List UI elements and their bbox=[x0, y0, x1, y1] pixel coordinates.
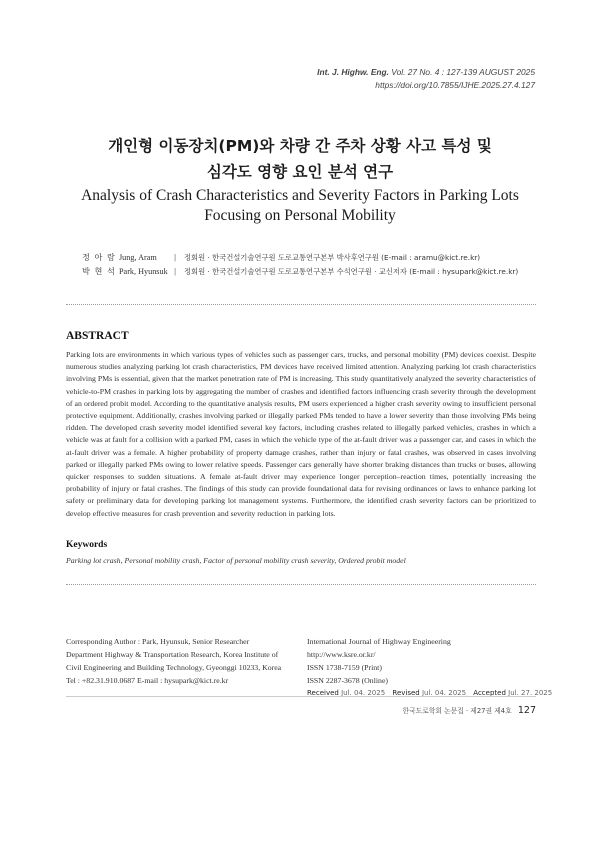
revised-date: Jul. 04. 2025 bbox=[421, 689, 467, 697]
dates-row bbox=[307, 687, 557, 700]
title-korean-line-2: 심각도 영향 요인 분석 연구 bbox=[206, 163, 394, 181]
divider-bottom bbox=[66, 584, 536, 585]
journal-doi[interactable]: https://doi.org/10.7855/IJHE.2025.27.4.127 bbox=[375, 80, 535, 90]
revised-label: Revised bbox=[392, 689, 420, 697]
author-list bbox=[82, 251, 518, 278]
page-footer bbox=[403, 705, 536, 716]
abstract-heading: ABSTRACT bbox=[66, 330, 129, 342]
title-english-line-2: Focusing on Personal Mobility bbox=[204, 207, 396, 224]
divider-top bbox=[66, 304, 536, 305]
author-affiliation: 정회원 · 한국건설기술연구원 도로교통연구본부 박사후연구원 (E-mail : aramu@kict.re.kr) bbox=[184, 253, 481, 262]
corresponding-line: Corresponding Author : Park, Hyunsuk, Senior Researcher bbox=[66, 637, 250, 646]
corresponding-line: Civil Engineering and Building Technology, Gyeonggi 10233, Korea bbox=[66, 663, 282, 672]
corresponding-author-block bbox=[66, 635, 281, 687]
accepted-date: Jul. 27. 2025 bbox=[508, 689, 553, 697]
abstract-body: Parking lots are environments in which various types of vehicles such as passenger cars, trucks, and personal mobility (PM) devices coexist. Despite numerous studies analyzing parking lot crash characteristics, PM devices have received limited attention. Analyzing parking lot crash characteristics involving PMs is essential, given that the market penetration rate of PM is increasing. This study quantitatively analyzed the severity characteristics of vehicle-to-PM crashes in parking lots by aggregating the number of crashes and identified factors influencing crash severity through the development of an ordered probit model. According to the quantitative analysis results, PM users experienced a higher crash severity owing to insufficient personal protective equipment. Additionally, crashes involving parked or illegally parked PMs tended to have a lower severity than those involving PMs being ridden. The developed crash severity model identified several key factors, including crashes related to illegally parked vehicles, crashes in which a vehicle was at fault for a collision with a parked PM, cases in which the vehicle type of the at-fault driver was a passenger car, and cases in which the at-fault driver was a female. A higher probability of property damage crashes, rather than injury or fatal crashes, was observed in cases involving parked or illegally parked PMs owing to lower relative speeds. Passenger cars generally have shorter braking distances than trucks or buses, allowing quicker responses to sudden situations. A female at-fault driver may experience longer perception–reaction times, potentially increasing the probability of injury or fatal crashes. The findings of this study can provide foundational data for revising ordinances or laws to enhance parking lot safety or preliminary data for developing parking lot management systems. Furthermore, the identified crash severity factors can be prioritized to develop effective measures for crash prevention and severity reduction in parking lots. bbox=[66, 350, 536, 518]
keywords-body: Parking lot crash, Personal mobility crash, Factor of personal mobility crash severity, Ordered probit model bbox=[66, 556, 406, 565]
keywords-heading: Keywords bbox=[66, 540, 108, 550]
journal-info-line: ISSN 1738-7159 (Print) bbox=[307, 663, 382, 672]
title-english bbox=[40, 186, 560, 226]
journal-info-line: ISSN 2287-3678 (Online) bbox=[307, 676, 388, 685]
accepted-label: Accepted bbox=[473, 689, 506, 697]
corresponding-line: Tel : +82.31.910.0687 E-mail : hysupark@kict.re.kr bbox=[66, 676, 229, 685]
journal-info-block bbox=[307, 635, 557, 700]
author-divider: | bbox=[174, 253, 177, 262]
footer-journal: 한국도로학회 논문집 · 제27권 제4호 bbox=[402, 707, 512, 715]
title-korean bbox=[40, 133, 560, 185]
received-label: Received bbox=[307, 689, 339, 697]
journal-info bbox=[317, 66, 535, 92]
corresponding-line: Department Highway & Transportation Research, Korea Institute of bbox=[66, 650, 279, 659]
author-divider: | bbox=[174, 266, 177, 276]
journal-url[interactable]: http://www.ksre.or.kr/ bbox=[307, 650, 376, 659]
author-name-ko: 정 아 람 bbox=[82, 252, 116, 262]
title-korean-line-1: 개인형 이동장치(PM)와 차량 간 주차 상황 사고 특성 및 bbox=[108, 137, 492, 155]
journal-volume: Vol. 27 No. 4 : 127-139 AUGUST 2025 bbox=[391, 67, 535, 77]
journal-name: Int. J. Highw. Eng. bbox=[317, 67, 389, 77]
author-affiliation: 정회원 · 한국건설기술연구원 도로교통연구본부 수석연구원 · 교신저자 (E-mail : hysupark@kict.re.kr) bbox=[184, 266, 519, 276]
author-name-en: Jung, Aram bbox=[119, 253, 157, 262]
author-name-en: Park, Hyunsuk bbox=[119, 266, 168, 276]
page-number: 127 bbox=[517, 705, 536, 716]
author-name-ko: 박 현 석 bbox=[82, 265, 116, 276]
received-date: Jul. 04. 2025 bbox=[341, 689, 386, 697]
author-row bbox=[82, 251, 518, 265]
footer-divider bbox=[66, 696, 536, 697]
author-row bbox=[82, 265, 518, 279]
title-english-line-1: Analysis of Crash Characteristics and Severity Factors in Parking Lots bbox=[81, 187, 519, 204]
journal-info-line: International Journal of Highway Engineering bbox=[307, 637, 451, 646]
